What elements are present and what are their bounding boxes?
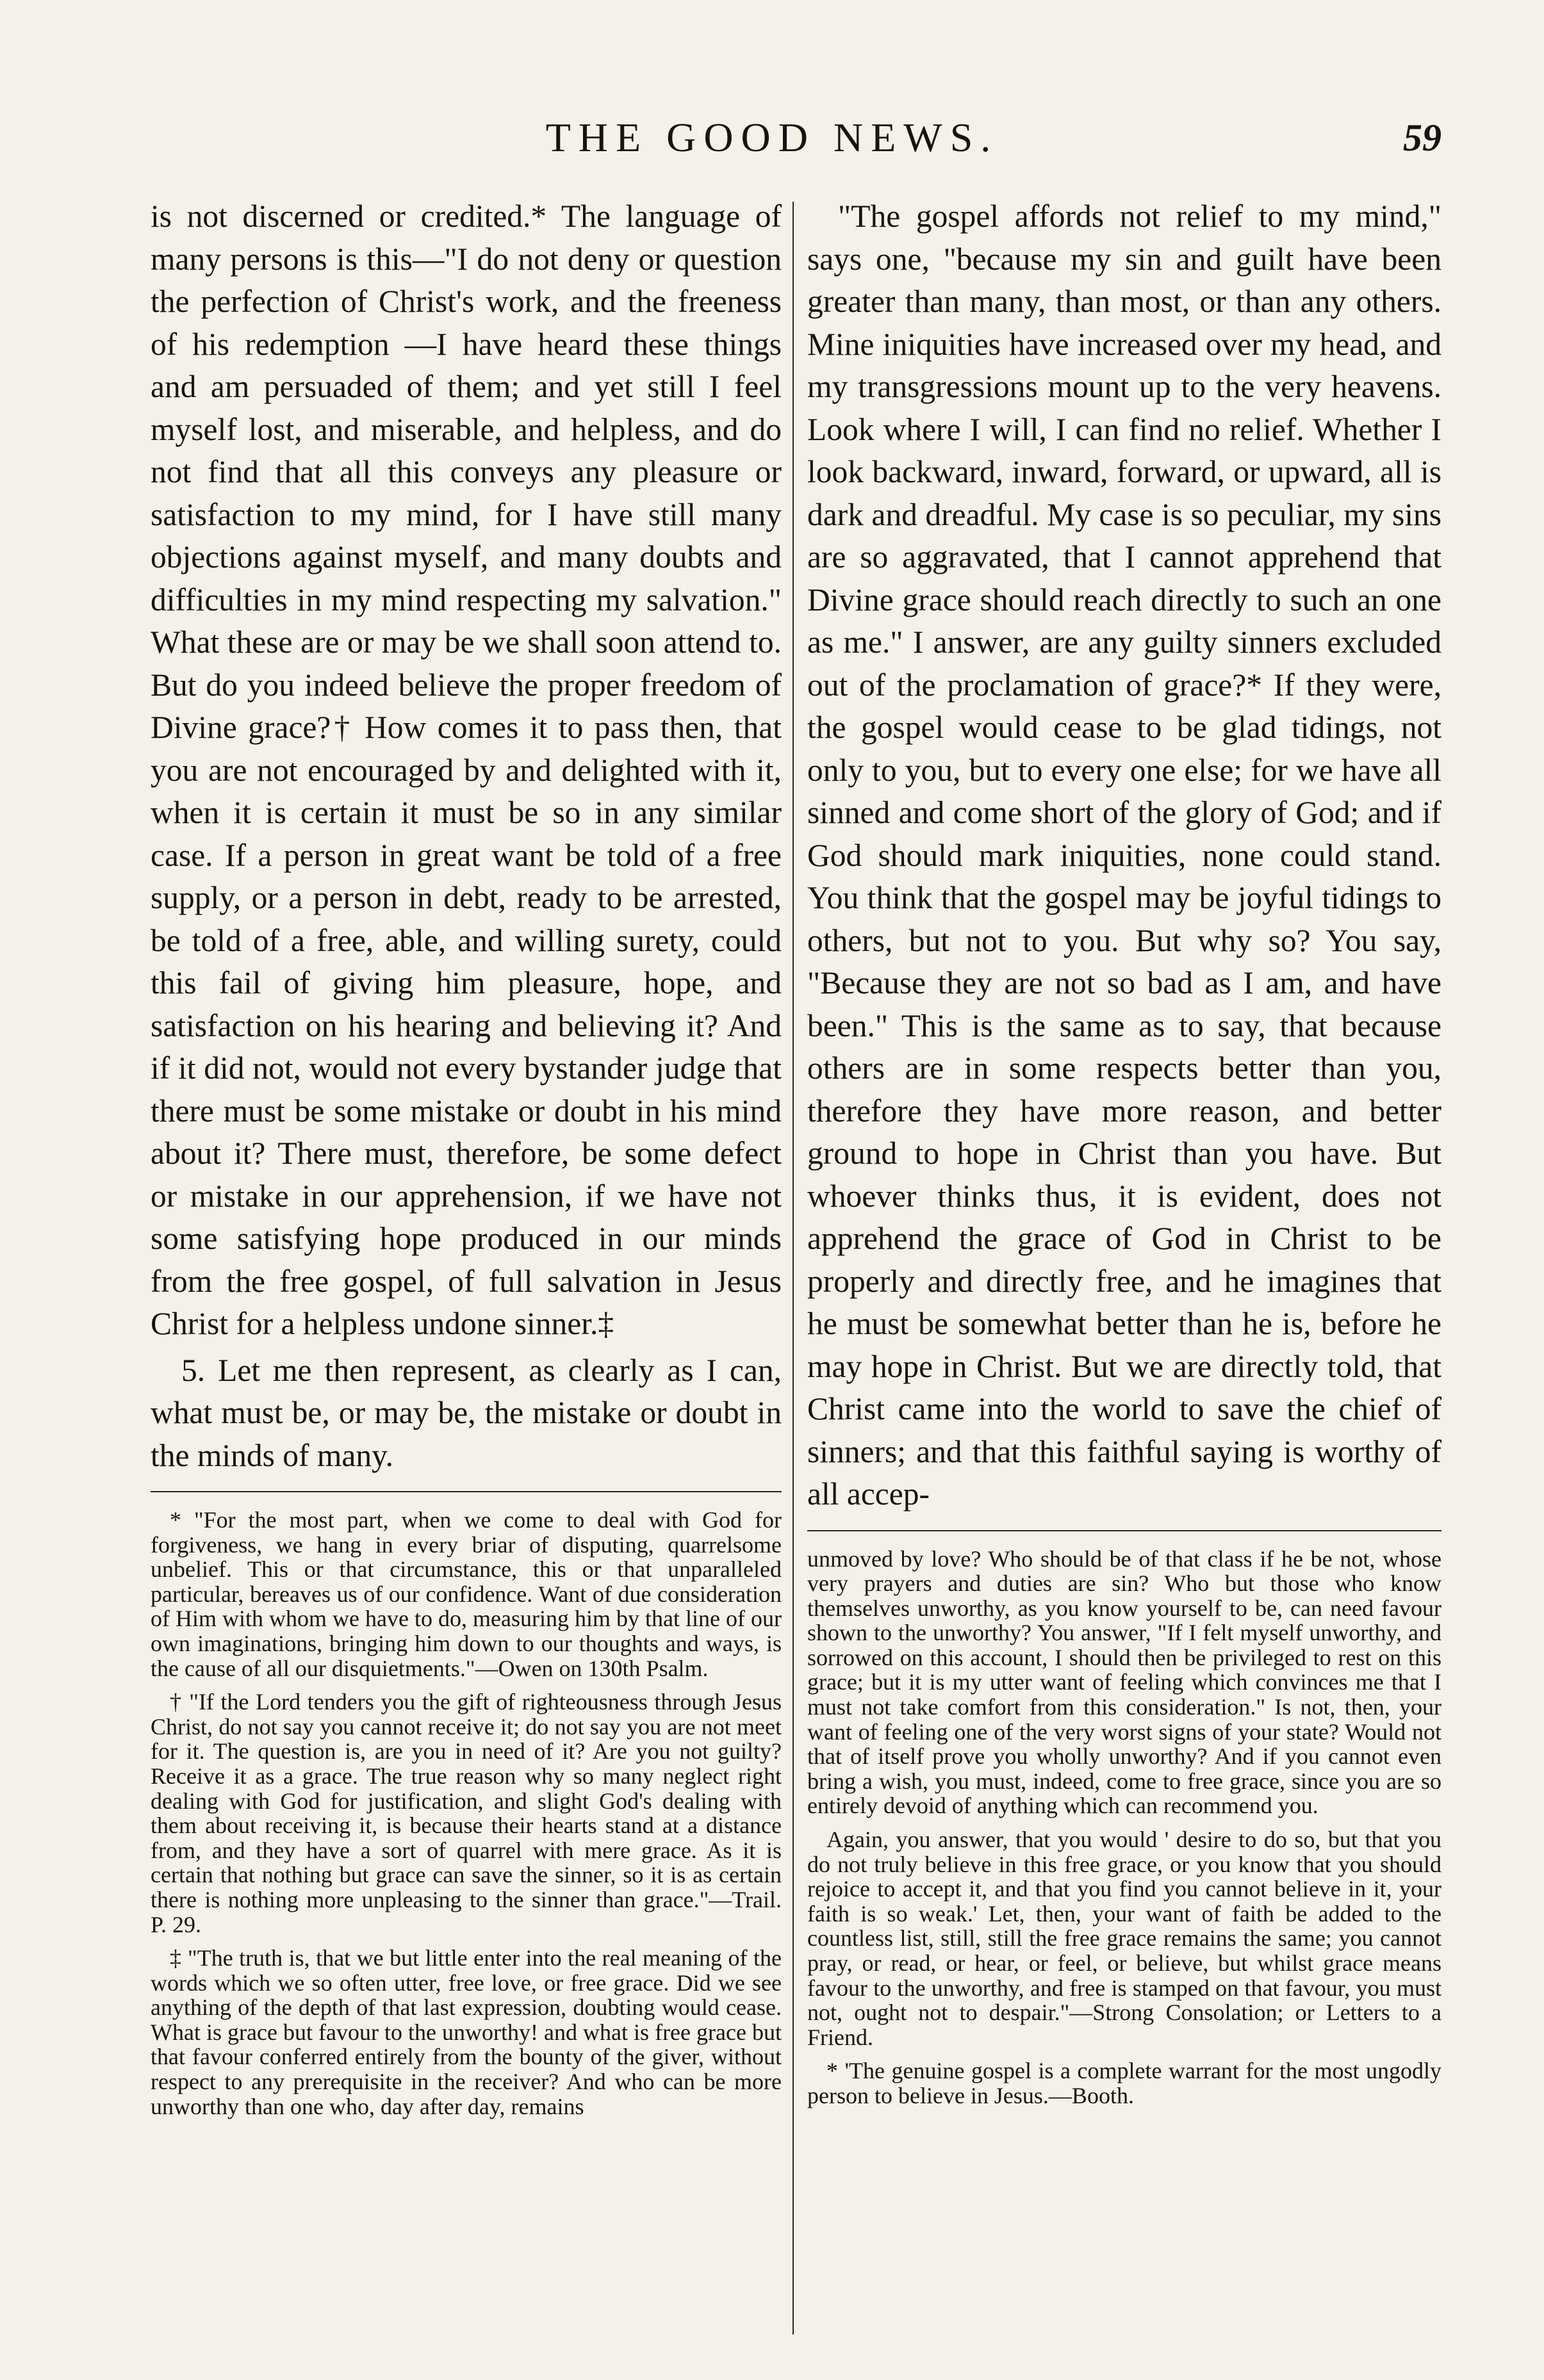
footnote-rule	[807, 1530, 1441, 1531]
right-column	[807, 195, 1441, 2380]
body-paragraph: is not discerned or credited.* The language of many persons is this—"I do not deny or question the perfection of Christ's work, and the freeness of his redemption —I have heard these things and am persuaded of them; and yet still I feel myself lost, and miserable, and helpless, and do not find that all this conveys any pleasure or satisfaction to my mind, for I have still many objections against myself, and many doubts and difficulties in my mind respecting my salvation." What these are or may be we shall soon attend to. But do you indeed believe the proper freedom of Divine grace?† How comes it to pass then, that you are not encouraged by and delighted with it, when it is certain it must be so in any similar case. If a person in great want be told of a free supply, or a person in debt, ready to be arrested, be told of a free, able, and willing surety, could this fail of giving him pleasure, hope, and satisfaction on his hearing and believing it? And if it did not, would not every bystander judge that there must be some mistake or doubt in his mind about it? There must, therefore, be some defect or mistake in our apprehension, if we have not some satisfying hope produced in our minds from the free gospel, of full salvation in Jesus Christ for a helpless undone sinner.‡	[151, 199, 782, 1341]
column-divider	[793, 202, 794, 2335]
footnote: † "If the Lord tenders you the gift of righteousness through Jesus Christ, do not say you cannot receive it; do not say you are not meet for it. The question is, are you in need of it? Are you not guilty? Receive it as a grace. The true reason why so many neglect right dealing with God for justification, and slight God's dealing with them about receiving it, is because their hearts stand at a distance from, and they have a sort of quarrel with mere grace. As it is certain that nothing but grace can save the sinner, so it is as certain there is nothing more unpleasing to the sinner than grace."—Trail. P. 29.	[151, 1689, 782, 1937]
body-paragraph: "The gospel affords not relief to my mind," says one, "because my sin and guilt have been greater than many, than most, or than any others. Mine iniquities have increased over my head, and my transgressions mount up to the very heavens. Look where I will, I can find no relief. Whether I look backward, inward, forward, or upward, all is dark and dreadful. My case is so peculiar, my sins are so aggravated, that I cannot apprehend that Divine grace should reach directly to such an one as me." I answer, are any guilty sinners excluded out of the proclamation of grace?* If they were, the gospel would cease to be glad tidings, not only to you, but to every one else; for we have all sinned and come short of the glory of God; and if God should mark iniquities, none could stand. You think that the gospel may be joyful tidings to others, but not to you. But why so? You say, "Because they are not so bad as I am, and have been." This is the same as to say, that because others are in some respects better than you, therefore they have more reason, and better ground to hope in Christ than you have. But whoever thinks thus, it is evident, does not apprehend the grace of God in Christ to be properly and directly free, and he imagines that he must be somewhat better than he is, before he may hope in Christ. But we are directly told, that Christ came into the world to save the chief of sinners; and that this faithful saying is worthy of all accep-	[807, 199, 1441, 1512]
page-header	[0, 109, 1544, 167]
running-title: THE GOOD NEWS.	[545, 115, 999, 160]
footnote: * 'The genuine gospel is a complete warrant for the most ungodly person to believe in Jesus.—Booth.	[807, 2058, 1441, 2108]
left-column	[151, 195, 782, 2380]
right-footnotes	[807, 1547, 1441, 2108]
body-paragraph: 5. Let me then represent, as clearly as I can, what must be, or may be, the mistake or doubt in the minds of many.	[151, 1352, 782, 1473]
left-body-text	[151, 195, 782, 1477]
footnote-rule	[151, 1491, 782, 1492]
left-footnotes	[151, 1508, 782, 2119]
right-body-text	[807, 195, 1441, 1516]
page-number: 59	[1403, 117, 1441, 159]
footnote: ‡ "The truth is, that we but little enter into the real meaning of the words which we so often utter, free love, or free grace. Did we see anything of the depth of that last expression, doubting would cease. What is grace but favour to the unworthy! and what is free grace but that favour conferred entirely from the bounty of the giver, without respect to any prerequisite in the receiver? And who can be more unworthy than one who, day after day, remains	[151, 1945, 782, 2119]
footnote: unmoved by love? Who should be of that class if he be not, whose very prayers and duties are sin? Who but those who know themselves unworthy, as you know yourself to be, can need favour shown to the unworthy? You answer, "If I felt myself unworthy, and sorrowed on this account, I should then be privileged to rest on this grace; but it is my utter want of feeling which convinces me that I must not take comfort from this consideration." Is not, then, your want of feeling one of the very worst signs of your state? Would not that of itself prove you wholly unworthy? And if you cannot even bring a wish, you must, indeed, come to free grace, since you are so entirely devoid of anything which can recommend you.	[807, 1545, 1441, 1819]
footnote: * "For the most part, when we come to deal with God for forgiveness, we hang in every briar of disputing, quarrelsome unbelief. This or that circumstance, this or that unparalleled particular, bereaves us of our confidence. Want of due consideration of Him with whom we have to do, measuring him by that line of our own imaginations, bringing him down to our thoughts and ways, is the cause of all our disquietments."—Owen on 130th Psalm.	[151, 1507, 782, 1681]
footnote: Again, you answer, that you would ' desire to do so, but that you do not truly believe in this free grace, or you know that you should rejoice to accept it, and that you find you cannot believe in it, your faith is so weak.' Let, then, your want of faith be added to the countless list, still, still the free grace remains the same; you cannot pray, or read, or hear, or feel, or believe, but whilst grace means favour to the unworthy, and free is stamped on that favour, you must not, ought not to despair."—Strong Consolation; or Letters to a Friend.	[807, 1827, 1441, 2050]
